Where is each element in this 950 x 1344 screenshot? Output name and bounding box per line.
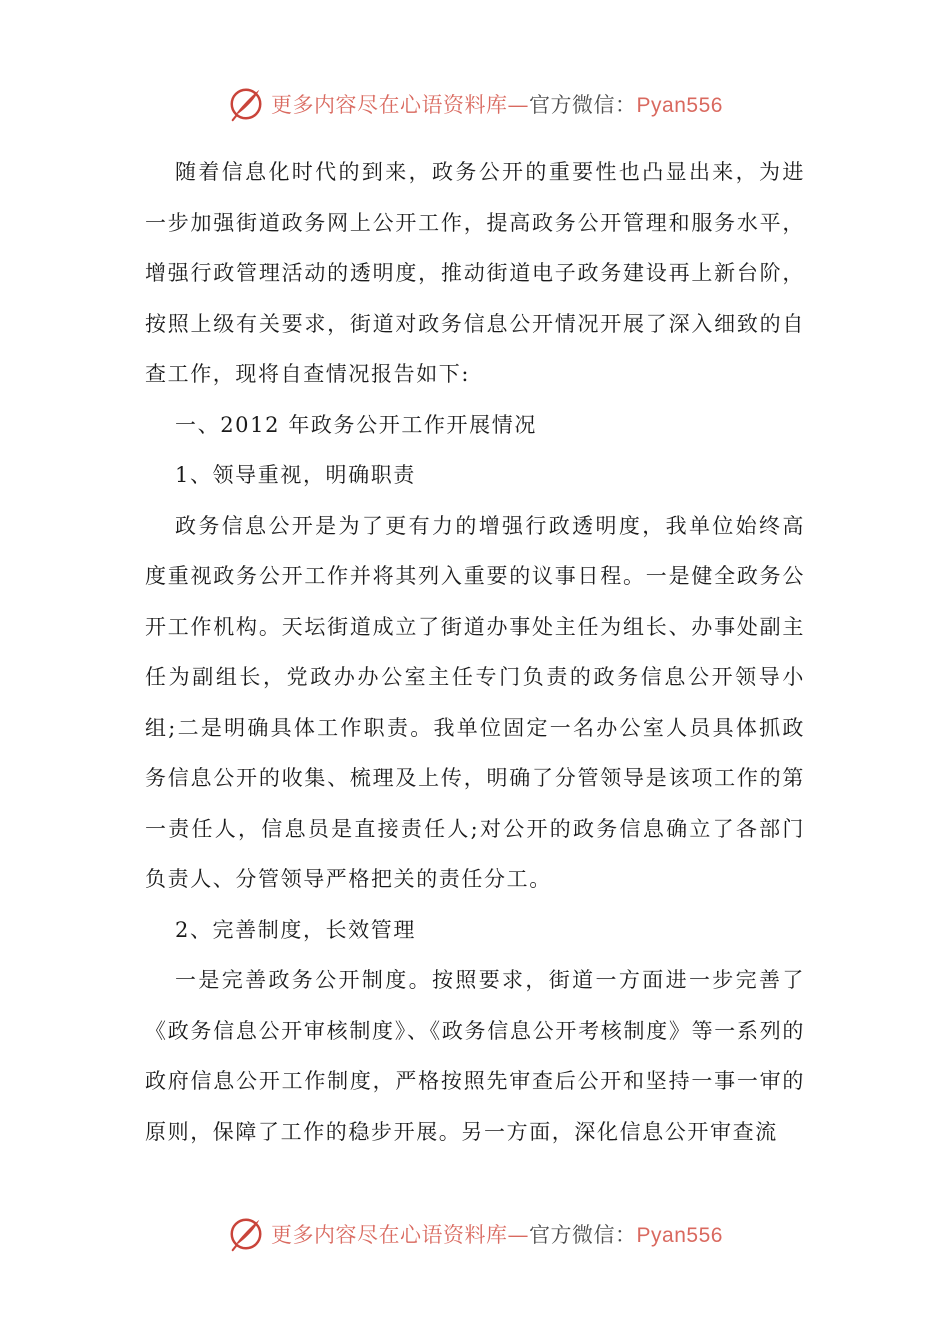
- document-body: [145, 147, 805, 1157]
- paragraph-intro: 随着信息化时代的到来，政务公开的重要性也凸显出来，为进一步加强街道政务网上公开工作，提高政务公开管理和服务水平，增强行政管理活动的透明度，推动街道电子政务建设再上新台阶，按照上级有关要求，街道对政务信息公开情况开展了深入细致的自查工作，现将自查情况报告如下:: [145, 160, 805, 386]
- quill-logo-icon: [227, 85, 265, 123]
- watermark-banner-top: [0, 80, 950, 128]
- watermark-separator: —: [507, 1223, 530, 1247]
- watermark-separator: —: [507, 93, 530, 117]
- watermark-id: Pyan556: [636, 1224, 723, 1247]
- watermark-label: 官方微信：: [529, 93, 637, 117]
- watermark-text: [271, 89, 723, 119]
- watermark-text: [271, 1219, 723, 1249]
- watermark-id: Pyan556: [636, 94, 723, 117]
- watermark-brand: 更多内容尽在心语资料库: [271, 1223, 508, 1247]
- section-heading: 一、2012 年政务公开工作开展情况: [175, 412, 537, 437]
- subheading-1: 1、领导重视，明确职责: [175, 463, 416, 487]
- watermark-banner-bottom: [0, 1210, 950, 1258]
- quill-logo-icon: [227, 1215, 265, 1253]
- watermark-label: 官方微信：: [529, 1223, 637, 1247]
- watermark-brand: 更多内容尽在心语资料库: [271, 93, 508, 117]
- paragraph-system: 一是完善政务公开制度。按照要求，街道一方面进一步完善了《政务信息公开审核制度》、《政务信息公开考核制度》等一系列的政府信息公开工作制度，严格按照先审查后公开和坚持一事一审的原则，保障了工作的稳步开展。另一方面，深化信息公开审查流: [145, 968, 805, 1144]
- subheading-2: 2、完善制度，长效管理: [175, 917, 416, 942]
- paragraph-leadership: 政务信息公开是为了更有力的增强行政透明度，我单位始终高度重视政务公开工作并将其列入重要的议事日程。一是健全政务公开工作机构。天坛街道成立了街道办事处主任为组长、办事处副主任为副组长，党政办办公室主任专门负责的政务信息公开领导小组;二是明确具体工作职责。我单位固定一名办公室人员具体抓政务信息公开的收集、梳理及上传，明确了分管领导是该项工作的第一责任人，信息员是直接责任人;对公开的政务信息确立了各部门负责人、分管领导严格把关的责任分工。: [145, 513, 805, 891]
